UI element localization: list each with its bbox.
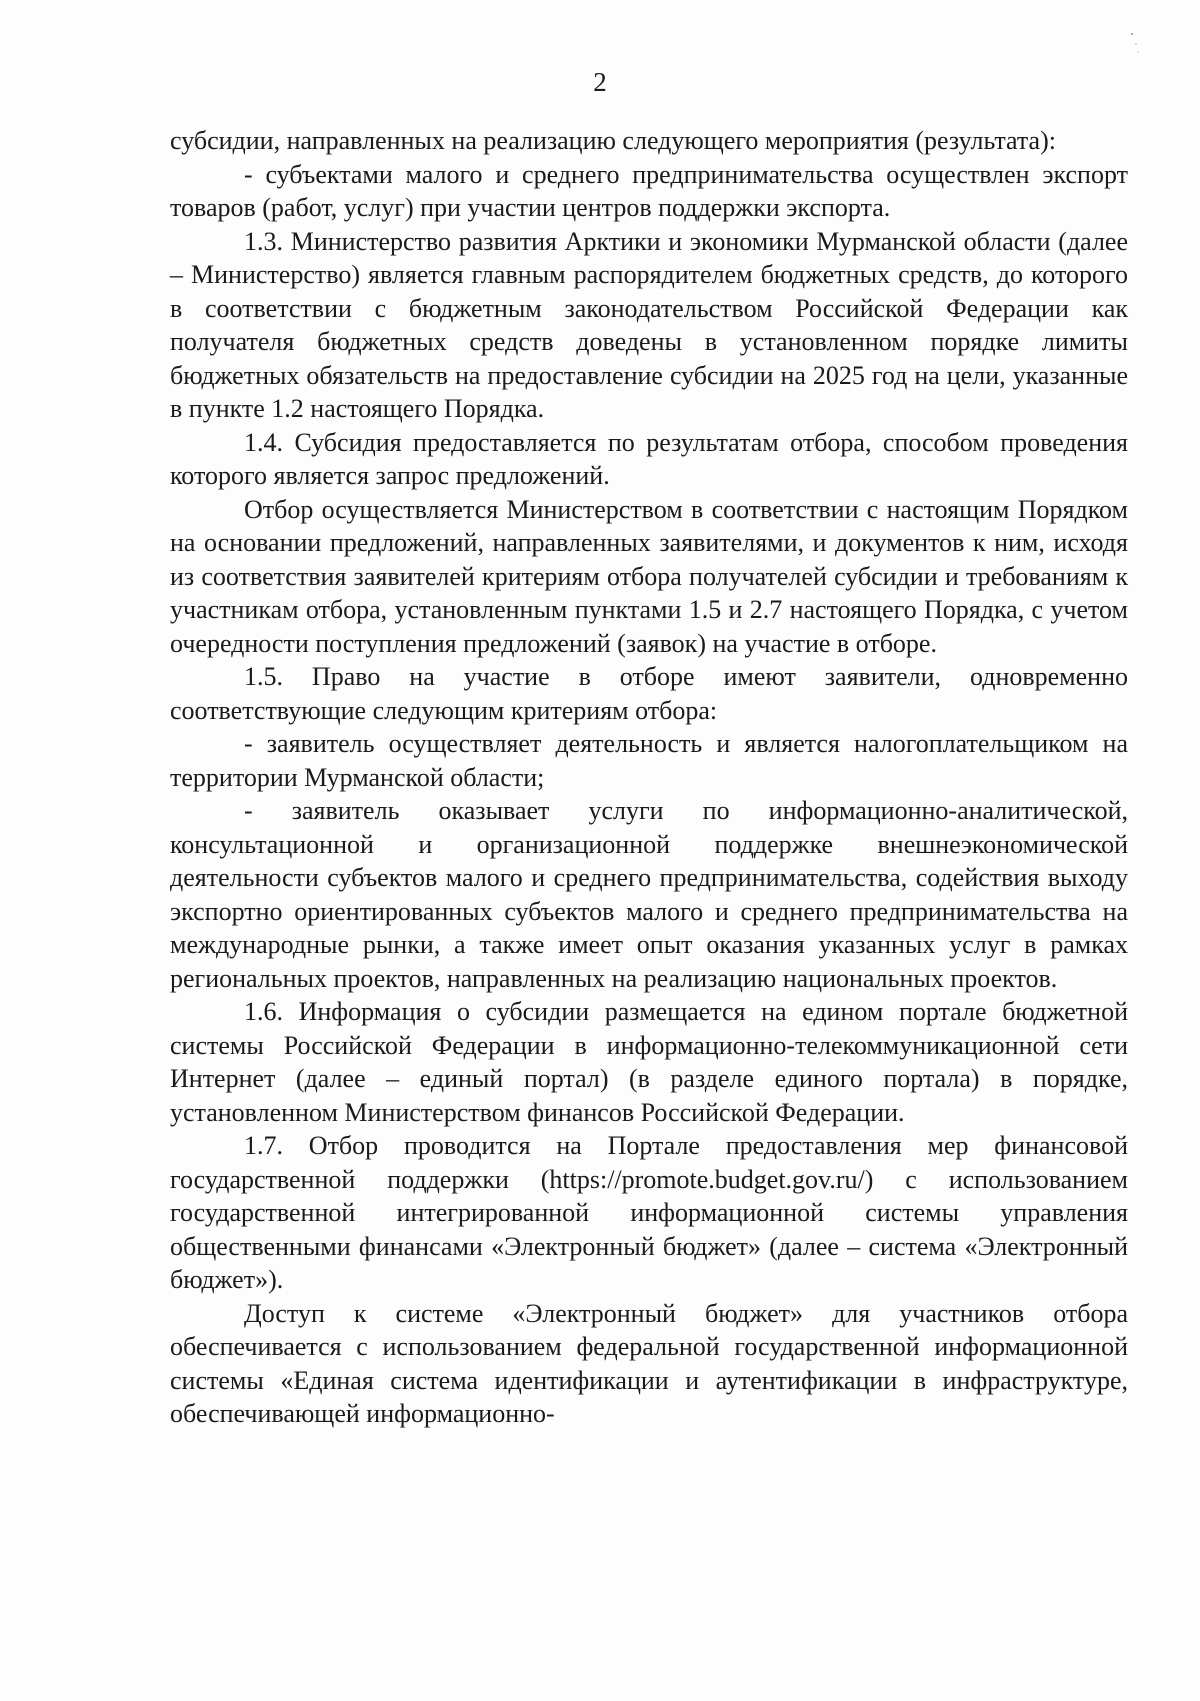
paragraph: 1.4. Субсидия предоставляется по результатам отбора, способом проведения которого является запрос предложений. [170,427,1128,490]
paragraph: Доступ к системе «Электронный бюджет» для участников отбора обеспечивается с использованием федеральной государственной информационной системы «Единая система идентификации и аутентификации в инфраструктуре, обеспечивающей информационно- [170,1298,1128,1428]
document-body [170,124,1128,1431]
paragraph: Отбор осуществляется Министерством в соответствии с настоящим Порядком на основании предложений, направленных заявителями, и документов к ним, исходя из соответствия заявителей критериям отбора получателей субсидии и требованиям к участникам отбора, установленным пунктами 1.5 и 2.7 настоящего Порядка, с учетом очередности поступления предложений (заявок) на участие в отборе. [170,494,1128,658]
paragraph: 1.3. Министерство развития Арктики и экономики Мурманской области (далее – Министерство) является главным распорядителем бюджетных средств, до которого в соответствии с бюджетным законодательством Российской Федерации как получателя бюджетных средств доведены в установленном порядке лимиты бюджетных обязательств на предоставление субсидии на 2025 год на цели, указанные в пункте 1.2 настоящего Порядка. [170,226,1128,423]
paragraph: субсидии, направленных на реализацию следующего мероприятия (результата): [170,126,1056,155]
scan-specks [1110,30,1140,90]
paragraph: - заявитель оказывает услуги по информационно-аналитической, консультационной и организационной поддержке внешнеэкономической деятельности субъектов малого и среднего предпринимательства, содействия выходу экспортно ориентированных субъектов малого и среднего предпринимательства на международные рынки, а также имеет опыт оказания указанных услуг в рамках региональных проектов, направленных на реализацию национальных проектов. [170,796,1128,993]
paragraph: 1.5. Право на участие в отборе имеют заявители, одновременно соответствующие следующим критериям отбора: [170,662,1128,725]
paragraph: 1.6. Информация о субсидии размещается на едином портале бюджетной системы Российской Федерации в информационно-телекоммуникационной сети Интернет (далее – единый портал) (в разделе единого портала) в порядке, установленном Министерством финансов Российской Федерации. [170,997,1128,1127]
page-number: 2 [593,67,607,97]
paragraph: - заявитель осуществляет деятельность и является налогоплательщиком на территории Мурманской области; [170,729,1128,792]
paragraph: 1.7. Отбор проводится на Портале предоставления мер финансовой государственной поддержки (https://promote.budget.gov.ru/) с использованием государственной интегрированной информационной системы управления общественными финансами «Электронный бюджет» (далее – система «Электронный бюджет»). [170,1131,1128,1294]
paragraph: - субъектами малого и среднего предпринимательства осуществлен экспорт товаров (работ, услуг) при участии центров поддержки экспорта. [170,159,1128,222]
